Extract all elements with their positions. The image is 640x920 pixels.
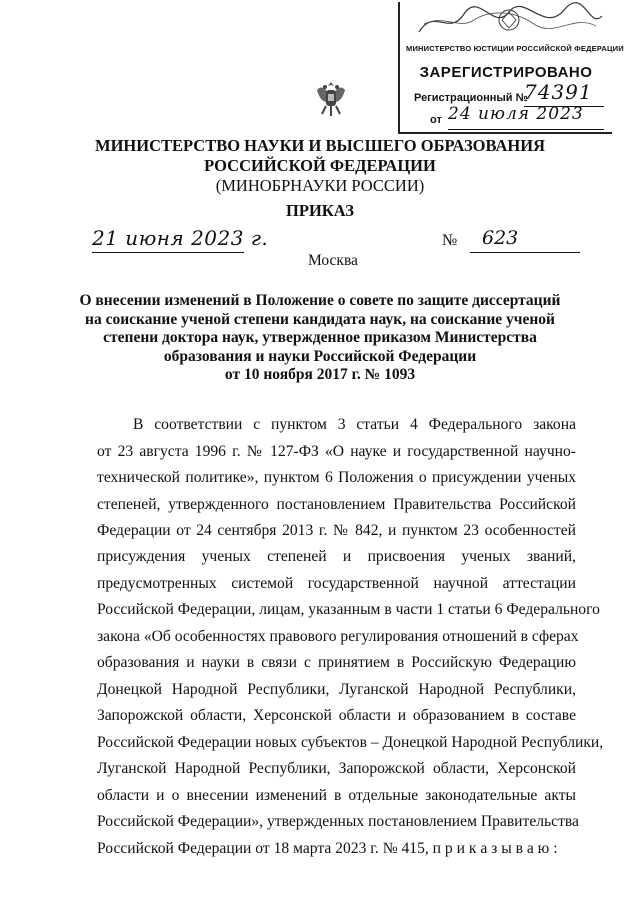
body-line: Луганской Народной Республики, Запорожской области, Херсонской — [97, 760, 576, 777]
body-line: Российской Федерации, лицам, указанным в части 1 статьи 6 Федерального — [97, 601, 600, 618]
stamp-reg-label: Регистрационный № — [414, 92, 528, 104]
body-line: технической политике», пунктом 6 Положения о присуждении ученых — [97, 469, 576, 486]
body-line: закона «Об особенностях правового регулирования отношений в сферах — [97, 628, 579, 645]
stamp-reg-date: 24 июля 2023 — [448, 104, 584, 124]
stamp-ministry-name: МИНИСТЕРСТВО ЮСТИЦИИ РОССИЙСКОЙ ФЕДЕРАЦИИ — [406, 44, 624, 53]
city: Москва — [308, 252, 358, 269]
order-number-underline — [470, 252, 580, 253]
body-line: присуждения ученых степеней и присвоения ученых званий, — [97, 548, 576, 565]
number-sign: № — [442, 232, 458, 249]
order-date: 21 июня 2023 г. — [92, 226, 269, 250]
order-subject — [60, 292, 580, 385]
registration-stamp — [398, 2, 624, 134]
stamp-date-underline — [448, 129, 604, 130]
body-line: степеней, утвержденного постановлением Правительства Российской — [97, 496, 576, 513]
stamp-reg-number: 74391 — [524, 80, 593, 104]
subject-line: от 10 ноября 2017 г. № 1093 — [224, 366, 416, 383]
body-line: Российской Федерации от 18 марта 2023 г. № 415, п р и к а з ы в а ю : — [97, 840, 558, 857]
subject-line: на соискание ученой степени кандидата наук, на соискание ученой — [85, 310, 555, 328]
body-line: образования и науки в связи с принятием в Российскую Федерацию — [97, 654, 576, 671]
ministry-title-line1: МИНИСТЕРСТВО НАУКИ И ВЫСШЕГО ОБРАЗОВАНИЯ — [95, 136, 545, 155]
body-line: от 23 августа 1996 г. № 127-ФЗ «О науке и государственной научно- — [97, 443, 576, 460]
body-line: В соответствии с пунктом 3 статьи 4 Федерального закона — [133, 416, 576, 433]
stamp-seal-icon — [414, 2, 604, 42]
subject-line: О внесении изменений в Положение о совете по защите диссертаций — [79, 292, 561, 309]
body-line: Федерации от 24 сентября 2013 г. № 842, и пунктом 23 особенностей — [97, 522, 576, 539]
body-line: Российской Федерации новых субъектов – Донецкой Народной Республики, — [97, 734, 604, 751]
body-line: Запорожской области, Херсонской области и образованием в составе — [97, 707, 576, 724]
document-type: ПРИКАЗ — [286, 201, 354, 220]
stamp-from-label: от — [430, 114, 442, 126]
body-line: предусмотренных системой государственной научной аттестации — [97, 575, 576, 592]
order-number: 623 — [482, 227, 519, 249]
body-line: области и о внесении изменений в отдельные законодательные акты — [97, 787, 576, 804]
subject-line: степени доктора наук, утвержденное приказом Министерства — [103, 329, 537, 346]
russian-coat-of-arms-icon — [314, 80, 348, 118]
body-line: Донецкой Народной Республики, Луганской Народной Республики, — [97, 681, 576, 698]
order-date-underline — [92, 252, 244, 253]
body-line: Российской Федерации», утвержденных постановлением Правительства — [97, 813, 579, 830]
ministry-title-line2: РОССИЙСКОЙ ФЕДЕРАЦИИ — [204, 156, 436, 175]
subject-line: образования и науки Российской Федерации — [163, 347, 477, 365]
ministry-short-name: (МИНОБРНАУКИ РОССИИ) — [215, 176, 425, 195]
stamp-registered-label: ЗАРЕГИСТРИРОВАНО — [419, 64, 593, 81]
